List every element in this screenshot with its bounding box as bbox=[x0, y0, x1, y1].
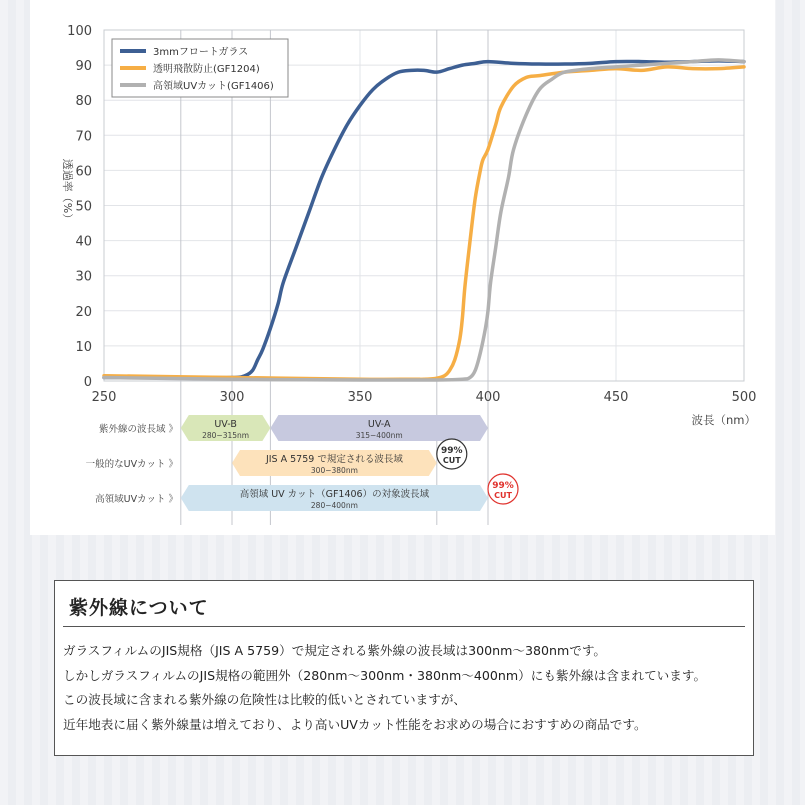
legend-label: 3mmフロートガラス bbox=[153, 47, 249, 58]
cut-badge-percent: 99% bbox=[441, 446, 463, 456]
series-line bbox=[104, 67, 744, 380]
x-tick-label: 300 bbox=[219, 390, 245, 405]
legend bbox=[112, 39, 288, 97]
wavelength-bands bbox=[86, 415, 518, 511]
series-layer bbox=[104, 60, 744, 380]
y-tick-label: 90 bbox=[75, 59, 92, 75]
band-row-label: 紫外線の波長域 》 bbox=[98, 424, 178, 435]
y-axis-label: 透過率（%） bbox=[61, 158, 74, 225]
band-row-label: 高領域UVカット 》 bbox=[95, 494, 178, 505]
band-segment-range: 280−400nm bbox=[310, 501, 358, 510]
band-row-label: 一般的なUVカット 》 bbox=[85, 459, 178, 470]
series-line bbox=[104, 60, 744, 380]
y-tick-label: 20 bbox=[75, 304, 92, 320]
y-tick-label: 50 bbox=[75, 199, 92, 215]
band-segment-label: UV-B bbox=[214, 419, 237, 430]
x-axis-label: 波長（nm） bbox=[691, 413, 756, 427]
info-divider bbox=[63, 626, 745, 627]
info-box bbox=[54, 580, 754, 756]
info-title: 紫外線について bbox=[69, 597, 209, 619]
y-tick-label: 100 bbox=[67, 24, 92, 39]
info-line: しかしガラスフィルムのJIS規格の範囲外（280nm〜300nm・380nm〜400nm）にも紫外線は含まれています。 bbox=[63, 667, 707, 683]
series-line bbox=[104, 61, 744, 378]
x-tick-label: 450 bbox=[603, 390, 629, 405]
cut-badge-percent: 99% bbox=[492, 481, 514, 491]
band-segment-range: 315−400nm bbox=[355, 431, 403, 440]
x-tick-label: 400 bbox=[475, 390, 501, 405]
x-tick-label: 500 bbox=[731, 390, 757, 405]
y-tick-label: 30 bbox=[75, 269, 92, 285]
x-tick-label: 250 bbox=[91, 390, 117, 405]
y-tick-label: 80 bbox=[75, 94, 92, 110]
y-tick-label: 70 bbox=[75, 129, 92, 145]
y-tick-label: 40 bbox=[75, 234, 92, 250]
band-segment-label: 高領域 UV カット（GF1406）の対象波長域 bbox=[239, 489, 430, 500]
legend-label: 透明飛散防止(GF1204) bbox=[153, 64, 260, 75]
info-body bbox=[63, 639, 753, 737]
band-segment-label: UV-A bbox=[367, 419, 391, 430]
info-line: 近年地表に届く紫外線量は増えており、より高いUVカット性能をお求めの場合におすすめの商品です。 bbox=[63, 716, 647, 732]
legend-label: 高領域UVカット(GF1406) bbox=[153, 81, 274, 92]
y-tick-label: 60 bbox=[75, 164, 92, 180]
info-line: この波長域に含まれる紫外線の危険性は比較的低いとされていますが、 bbox=[63, 692, 466, 707]
info-line: ガラスフィルムのJIS規格（JIS A 5759）で規定される紫外線の波長域は300nm〜380nmです。 bbox=[63, 643, 607, 658]
band-segment-range: 300−380nm bbox=[310, 466, 358, 475]
band-segment-range: 280−315nm bbox=[202, 431, 250, 440]
y-tick-label: 10 bbox=[75, 339, 92, 355]
x-tick-label: 350 bbox=[347, 390, 373, 405]
cut-badge-label: CUT bbox=[494, 491, 512, 500]
cut-badge-label: CUT bbox=[442, 456, 461, 465]
y-tick-label: 0 bbox=[83, 375, 92, 390]
band-segment-label: JIS A 5759 で規定される波長域 bbox=[265, 454, 403, 465]
